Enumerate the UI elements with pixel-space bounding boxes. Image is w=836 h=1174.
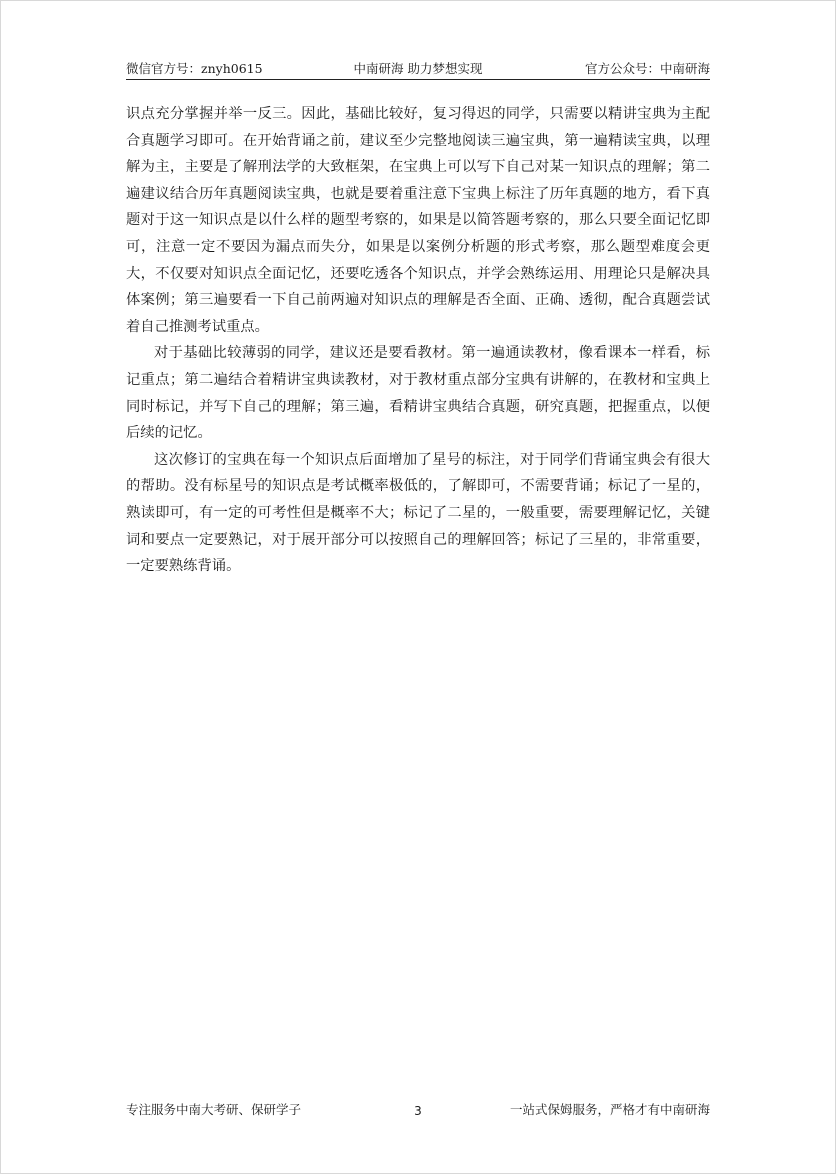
page-number: 3 <box>414 1104 422 1118</box>
document-body <box>126 101 710 580</box>
footer-service-text: 专注服务中南大考研、保研学子 <box>126 1102 302 1117</box>
header-slogan: 中南研海 助力梦想实现 <box>353 61 483 76</box>
paragraph-weak-foundation: 对于基础比较薄弱的同学，建议还是要看教材。第一遍通读教材，像看课本一样看，标记重点；第二遍结合着精讲宝典读教材，对于教材重点部分宝典有讲解的，在教材和宝典上同时标记，并写下自己的理解；第三遍，看精讲宝典结合真题，研究真题，把握重点，以便后续的记忆。 <box>126 345 710 442</box>
paragraph-star-annotation: 这次修订的宝典在每一个知识点后面增加了星号的标注，对于同学们背诵宝典会有很大的帮助。没有标星号的知识点是考试概率极低的，了解即可，不需要背诵；标记了一星的，熟读即可，有一定的可考性但是概率不大；标记了二星的，一般重要，需要理解记忆，关键词和要点一定要熟记，对于展开部分可以按照自己的理解回答；标记了三星的，非常重要，一定要熟练背诵。 <box>126 451 710 575</box>
header-divider <box>126 79 710 80</box>
page-header <box>126 60 710 78</box>
header-wechat-id: 微信官方号：znyh0615 <box>126 61 263 76</box>
paragraph-continuation: 识点充分掌握并举一反三。因此，基础比较好，复习得迟的同学，只需要以精讲宝典为主配合真题学习即可。在开始背诵之前，建议至少完整地阅读三遍宝典，第一遍精读宝典，以理解为主，主要是了解刑法学的大致框架，在宝典上可以写下自己对某一知识点的理解；第二遍建议结合历年真题阅读宝典，也就是要着重注意下宝典上标注了历年真题的地方，看下真题对于这一知识点是以什么样的题型考察的，如果是以简答题考察的，那么只要全面记忆即可，注意一定不要因为漏点而失分，如果是以案例分析题的形式考察，那么题型难度会更大，不仅要对知识点全面记忆，还要吃透各个知识点，并学会熟练运用、用理论只是解决具体案例；第三遍要看一下自己前两遍对知识点的理解是否全面、正确、透彻，配合真题尝试着自己推测考试重点。 <box>126 106 710 335</box>
page-footer <box>126 1100 710 1120</box>
header-official-account: 官方公众号：中南研海 <box>584 61 710 76</box>
footer-slogan: 一站式保姆服务，严格才有中南研海 <box>509 1102 710 1117</box>
